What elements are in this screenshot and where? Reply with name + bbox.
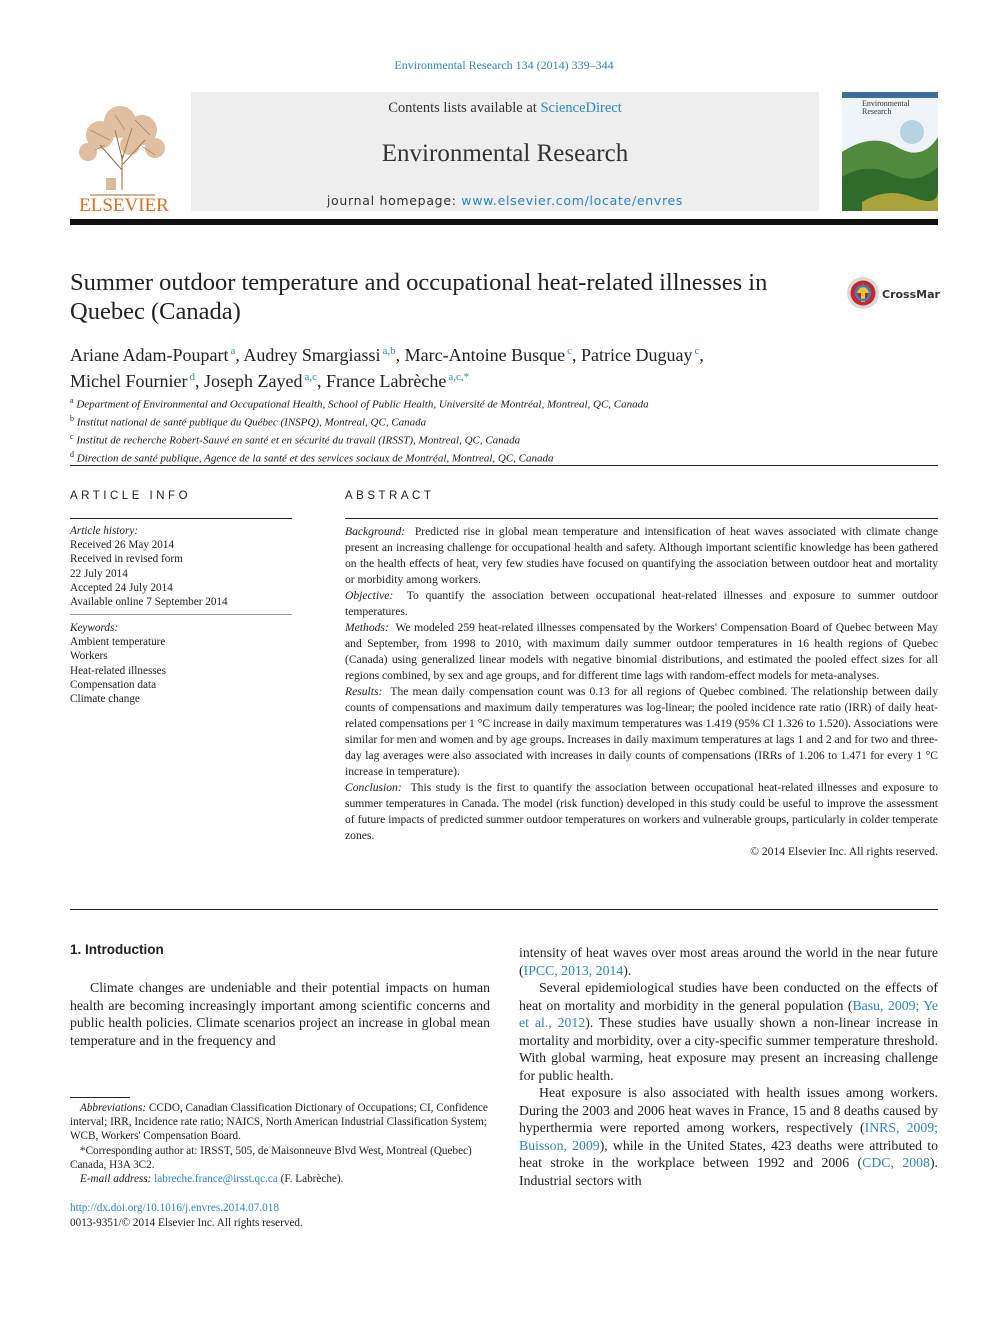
abstract-results bbox=[345, 684, 938, 780]
footnote-text: (F. Labrèche). bbox=[280, 1173, 344, 1186]
abstract-divider bbox=[70, 909, 938, 910]
author-affil-sup[interactable]: c bbox=[694, 345, 700, 357]
paragraph-text: ), while in the United States, 423 deaths were attributed to heat stroke in the workplace between 1992 and 2006 ( bbox=[519, 1137, 938, 1170]
history-item: Received in revised form bbox=[70, 553, 183, 566]
keyword-item: Climate change bbox=[70, 693, 140, 706]
affiliation-text: Direction de santé publique, Agence de la santé et des services sociaux de Montréal, Montreal, QC, Canada bbox=[76, 452, 554, 465]
abstract-background bbox=[345, 524, 938, 588]
author[interactable] bbox=[326, 371, 469, 391]
email-link[interactable]: labreche.france@irsst.qc.ca bbox=[154, 1173, 278, 1186]
masthead-rule bbox=[70, 219, 938, 225]
contents-prefix: Contents lists available at bbox=[388, 100, 541, 116]
affiliation-sup: c bbox=[70, 431, 74, 441]
author-name: Joseph Zayed bbox=[203, 371, 303, 391]
author[interactable] bbox=[581, 345, 699, 365]
sciencedirect-link[interactable]: ScienceDirect bbox=[540, 100, 622, 116]
footnote-rule bbox=[70, 1097, 130, 1098]
abstract-text: The mean daily compensation count was 0.13 for all regions of Quebec combined. The relationship between daily counts of compensations and maximum daily temperatures was log-linear; the pooled incidence rate ratio (IRR) of daily heat-related compensations per 1 °C increase in daily maximum temperatures was 1.419 (95% CI 1.326 to 1.520). Associations were similar for men and women and by age groups. Increases in daily maximum temperatures at lags 1 and 2 and for two and three-day lag averages were also associated with increases in daily counts of compensations (IRRs of 1.206 to 1.471 for every 1 °C increase in temperature). bbox=[345, 685, 939, 778]
footnote-text: CCDO, Canadian Classification Dictionary of Occupations; CI, Confidence interval; IRR, Incidence rate ratio; NAICS, North American Industrial Classification System; WCB, Workers' Compensation Board. bbox=[70, 1102, 488, 1143]
paragraph-text: ). Industrial sectors with bbox=[519, 1155, 938, 1188]
reference-link[interactable]: IPCC, 2013, 2014 bbox=[523, 962, 624, 978]
author-affil-sup[interactable]: a,c bbox=[304, 371, 317, 383]
keyword-item: Ambient temperature bbox=[70, 636, 166, 649]
history-item: Received 26 May 2014 bbox=[70, 539, 175, 552]
abstract-objective bbox=[345, 588, 938, 620]
contents-line bbox=[191, 100, 819, 117]
abstract-label: Results: bbox=[345, 685, 383, 698]
journal-cover-image bbox=[842, 92, 938, 211]
reference-link[interactable]: Basu, 2009; Ye et al., 2012 bbox=[519, 997, 938, 1030]
homepage-line bbox=[191, 193, 819, 208]
abstract-text: This study is the first to quantify the association between occupational heat-related illnesses and exposure to summer temperatures in Canada. The model (risk function) developed in this study could be useful to improve the assessment of future impacts of predicted summer outdoor temperatures on workers and vulnerable groups, particularly in colder temperate zones. bbox=[345, 781, 938, 842]
keywords-rule bbox=[70, 614, 292, 615]
article-title: Summer outdoor temperature and occupational heat-related illnesses in Quebec (Canada) bbox=[70, 269, 768, 325]
keywords-label: Keywords: bbox=[70, 622, 119, 634]
author-name: Michel Fournier bbox=[70, 371, 188, 391]
section-heading-introduction: 1. Introduction bbox=[70, 942, 164, 957]
article-history-label: Article history: bbox=[70, 525, 139, 537]
paragraph-text: ). bbox=[623, 962, 632, 978]
footnote-corresponding: *Corresponding author at: IRSST, 505, de Maisonneuve Blvd West, Montreal (Quebec) Canada, H3A 3C2. bbox=[70, 1144, 472, 1171]
abstract-text: Predicted rise in global mean temperature and intensification of heat waves associated with climate change present an increasing challenge for occupational health and safety. Although important scientific knowledge has been gathered on the health effects of heat, very few studies have focused on quantifying the association between outdoor heat and mortality or morbidity among workers. bbox=[345, 525, 938, 586]
intro-paragraph bbox=[519, 944, 938, 979]
author[interactable] bbox=[204, 371, 317, 391]
abstract-rule bbox=[345, 518, 938, 519]
intro-paragraph bbox=[519, 979, 938, 1084]
footnote-abbreviations bbox=[70, 1101, 490, 1144]
author-list: Ariane Adam-Poupart $^a$, Audrey Smargiassi $^{a,b}$, Marc-Antoine Busque $^c$, Patrice Duguay $^c$, Michel Fournier $^d$, Joseph Zayed $^{a,c}$, France Labrèche $^{a,c,*}$ bbox=[70, 345, 704, 391]
author[interactable] bbox=[405, 345, 572, 365]
affiliation-text: Department of Environmental and Occupational Health, School of Public Health, Université de Montréal, Montreal, QC, Canada bbox=[76, 398, 649, 411]
journal-masthead bbox=[70, 92, 938, 213]
issn-line: 0013-9351/© 2014 Elsevier Inc. All rights reserved. bbox=[70, 1216, 303, 1229]
left-column bbox=[70, 979, 490, 1049]
affiliation-item bbox=[70, 430, 930, 448]
abstract-text: To quantify the association between occupational heat-related illnesses and exposure to summer outdoor temperatures. bbox=[345, 589, 939, 618]
footnotes bbox=[70, 1101, 490, 1186]
homepage-prefix: journal homepage: bbox=[326, 193, 462, 208]
author[interactable] bbox=[243, 345, 395, 365]
affiliation-sup: a bbox=[70, 396, 74, 405]
affiliation-text: Institut de recherche Robert-Sauvé en santé et en sécurité du travail (IRSST), Montreal, QC, Canada bbox=[76, 434, 521, 447]
author-affil-sup[interactable]: c bbox=[567, 345, 573, 357]
journal-banner bbox=[191, 92, 819, 211]
article-info-heading: ARTICLE INFO bbox=[70, 490, 192, 502]
footnote-email bbox=[70, 1172, 490, 1186]
abstract-conclusion bbox=[345, 780, 938, 844]
author-affil-sup[interactable]: d bbox=[189, 371, 195, 383]
abstract-label: Objective: bbox=[345, 589, 394, 602]
journal-citation[interactable]: Environmental Research 134 (2014) 339–344 bbox=[394, 58, 614, 72]
abstract-label: Conclusion: bbox=[345, 781, 402, 794]
elsevier-tree-icon bbox=[70, 100, 178, 212]
elsevier-logo[interactable] bbox=[70, 100, 178, 212]
affiliation-item bbox=[70, 412, 930, 430]
intro-paragraph: Climate changes are undeniable and their potential impacts on human health are becoming increasingly important among scientific concerns and public health policies. Climate scenarios project an increase in global mean temperature and in the frequency and bbox=[70, 980, 490, 1048]
bottom-info bbox=[70, 1201, 303, 1230]
paragraph-text: intensity of heat waves over most areas around the world in the near future ( bbox=[519, 945, 938, 978]
abstract-text: We modeled 259 heat-related illnesses compensated by the Workers' Compensation Board of Quebec between May and September, from 1998 to 2010, with maximum daily summer outdoor temperatures in 16 health regions of Quebec (Canada) using generalized linear models with negative binomial distributions, and estimated the pooled effect sizes for all regions combined, by sex and age groups, and for different time lags with random-effect models for meta-analyses. bbox=[345, 621, 938, 682]
author-name: Ariane Adam-Poupart bbox=[70, 345, 229, 365]
keyword-item: Workers bbox=[70, 650, 108, 663]
author[interactable] bbox=[70, 345, 235, 365]
journal-cover-thumbnail[interactable] bbox=[842, 92, 938, 211]
affiliation-text: Institut national de santé publique du Québec (INSPQ), Montreal, QC, Canada bbox=[76, 416, 427, 429]
article-info-rule bbox=[70, 518, 292, 519]
right-column bbox=[519, 944, 938, 1189]
author-name: Marc-Antoine Busque bbox=[404, 345, 566, 365]
header-divider bbox=[70, 465, 938, 466]
abstract-heading: ABSTRACT bbox=[345, 490, 435, 502]
affiliations bbox=[70, 394, 930, 466]
abstract-body bbox=[345, 524, 938, 860]
affiliation-sup: b bbox=[70, 413, 74, 423]
history-item: 22 July 2014 bbox=[70, 567, 128, 580]
intro-paragraph bbox=[519, 1084, 938, 1189]
footnote-label: Abbreviations: bbox=[80, 1102, 147, 1114]
footnote-label: E-mail address: bbox=[80, 1173, 152, 1186]
abstract-label: Methods: bbox=[345, 621, 389, 634]
paragraph-text: ). These studies have usually shown a non-linear increase in mortality and morbidity, over a city-specific summer temperature threshold. With global warming, heat exposure may present an increasing challenge for public health. bbox=[519, 1015, 939, 1083]
author-name: Patrice Duguay bbox=[581, 345, 693, 365]
article-history bbox=[70, 524, 292, 609]
keyword-item: Compensation data bbox=[70, 678, 157, 691]
doi-link[interactable]: http://dx.doi.org/10.1016/j.envres.2014.07.018 bbox=[70, 1202, 279, 1214]
cover-title-line1: Environmental bbox=[862, 99, 910, 108]
journal-name: Environmental Research bbox=[381, 140, 629, 167]
affiliation-item bbox=[70, 448, 930, 466]
affiliation-item bbox=[70, 394, 930, 412]
author-affil-sup[interactable]: a,c,* bbox=[448, 371, 470, 383]
paragraph-text: Heat exposure is also associated with health issues among workers. During the 2003 and 2006 heat waves in France, 15 and 8 deaths caused by hyperthermia were reported among workers, respectively ( bbox=[519, 1085, 938, 1135]
paragraph-text: Several epidemiological studies have been conducted on the effects of heat on mortality and morbidity in the general population ( bbox=[519, 980, 938, 1013]
author-affil-sup[interactable]: a bbox=[230, 345, 236, 357]
author-affil-sup[interactable]: a,b bbox=[382, 345, 396, 357]
history-item: Available online 7 September 2014 bbox=[70, 596, 228, 609]
history-item: Accepted 24 July 2014 bbox=[70, 581, 173, 594]
author[interactable] bbox=[70, 371, 195, 391]
crossmark-badge[interactable] bbox=[846, 275, 941, 311]
reference-link[interactable]: CDC, 2008 bbox=[862, 1155, 930, 1170]
abstract-label: Background: bbox=[345, 525, 406, 538]
cover-title-line2: Research bbox=[862, 107, 892, 116]
reference-link[interactable]: INRS, 2009; Buisson, 2009 bbox=[519, 1120, 938, 1153]
keyword-item: Heat-related illnesses bbox=[70, 664, 166, 677]
homepage-link[interactable]: www.elsevier.com/locate/envres bbox=[461, 193, 684, 208]
affiliation-sup: d bbox=[70, 449, 74, 459]
crossmark-label: CrossMark bbox=[882, 288, 941, 301]
abstract-methods bbox=[345, 620, 938, 684]
author-name: France Labrèche bbox=[325, 371, 447, 391]
crossmark-icon bbox=[847, 277, 879, 309]
keywords bbox=[70, 621, 292, 706]
abstract-copyright: © 2014 Elsevier Inc. All rights reserved. bbox=[750, 845, 938, 858]
author-name: Audrey Smargiassi bbox=[243, 345, 381, 365]
publisher-name: ELSEVIER bbox=[79, 195, 169, 212]
